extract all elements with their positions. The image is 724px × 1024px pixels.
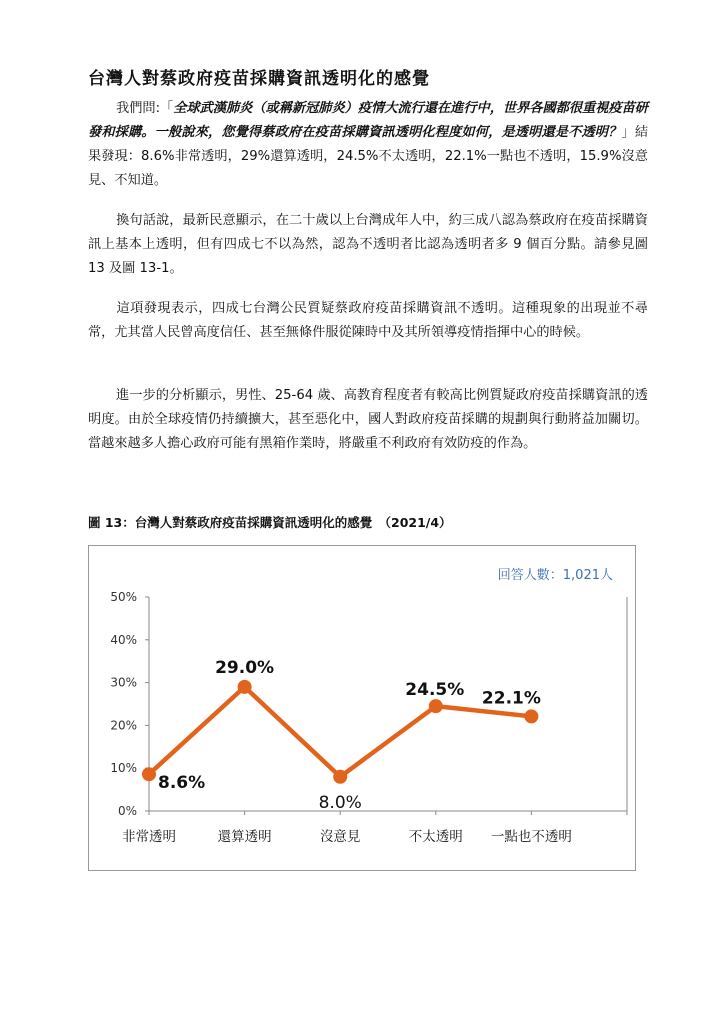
y-tick-label: 20% xyxy=(110,718,137,733)
paragraph-analysis-text: 進一步的分析顯示，男性、25-64 歲、高教育程度者有較高比例質疑政府疫苗採購資訊的透明度。由於全球疫情仍持續擴大，甚至惡化中，國人對政府疫苗採購的規劃與行動將益加關切。當越來越多人擔心政府可能有黑箱作業時，將嚴重不利政府有效防疫的作為。 xyxy=(88,388,648,451)
data-point xyxy=(333,770,347,784)
y-tick-label: 30% xyxy=(110,675,137,690)
page-title: 台灣人對蔡政府疫苗採購資訊透明化的感覺 xyxy=(88,69,430,89)
x-category-label: 還算透明 xyxy=(217,829,272,845)
paragraph-summary-text: 換句話說，最新民意顯示，在二十歲以上台灣成年人中，約三成八認為蔡政府在疫苗採購資訊上基本上透明，但有四成七不以為然，認為不透明者比認為透明者多 9 個百分點。請參見圖 13 及圖 13-1。 xyxy=(88,213,648,276)
paragraph-analysis xyxy=(88,384,648,456)
paragraph-summary xyxy=(88,209,648,281)
survey-result: 」結果發現：8.6%非常透明，29%還算透明，24.5%不太透明，22.1%一點也不透明，15.9%沒意見、不知道。 xyxy=(88,125,649,188)
question-lead: 我們問:「 xyxy=(116,101,174,116)
data-label: 22.1% xyxy=(481,688,541,709)
x-category-label: 一點也不透明 xyxy=(490,829,572,845)
survey-question: 全球武漢肺炎（或稱新冠肺炎）疫情大流行還在進行中，世界各國都很重視疫苗研發和採購。一般說來，您覺得蔡政府在疫苗採購資訊透明化程度如何，是透明還是不透明？ xyxy=(88,101,648,140)
x-category-label: 不太透明 xyxy=(408,829,463,845)
y-tick-label: 40% xyxy=(110,632,137,647)
data-point xyxy=(524,709,538,723)
respondents-count: 回答人數：1,021人 xyxy=(497,568,613,583)
y-tick-label: 50% xyxy=(110,590,137,604)
paragraph-question xyxy=(88,97,648,193)
chart-canvas xyxy=(89,546,635,870)
paragraph-implication xyxy=(88,297,648,345)
x-category-label: 沒意見 xyxy=(319,829,361,845)
data-point xyxy=(429,699,443,713)
data-label: 29.0% xyxy=(215,657,275,678)
line-chart xyxy=(88,545,636,871)
y-tick-label: 10% xyxy=(110,761,137,776)
y-tick-label: 0% xyxy=(117,804,137,818)
data-label: 8.6% xyxy=(158,773,206,794)
figure-caption: 圖 13：台灣人對蔡政府疫苗採購資訊透明化的感覺 （2021/4） xyxy=(88,515,452,530)
series-line xyxy=(149,687,531,777)
x-category-label: 非常透明 xyxy=(122,829,176,845)
paragraph-implication-text: 這項發現表示，四成七台灣公民質疑蔡政府疫苗採購資訊不透明。這種現象的出現並不尋常，尤其當人民曾高度信任、甚至無條件服從陳時中及其所領導疫情指揮中心的時候。 xyxy=(88,301,648,340)
data-label: 24.5% xyxy=(405,680,465,701)
data-point xyxy=(142,767,156,781)
data-point xyxy=(238,680,252,694)
data-label: 8.0% xyxy=(318,792,362,813)
